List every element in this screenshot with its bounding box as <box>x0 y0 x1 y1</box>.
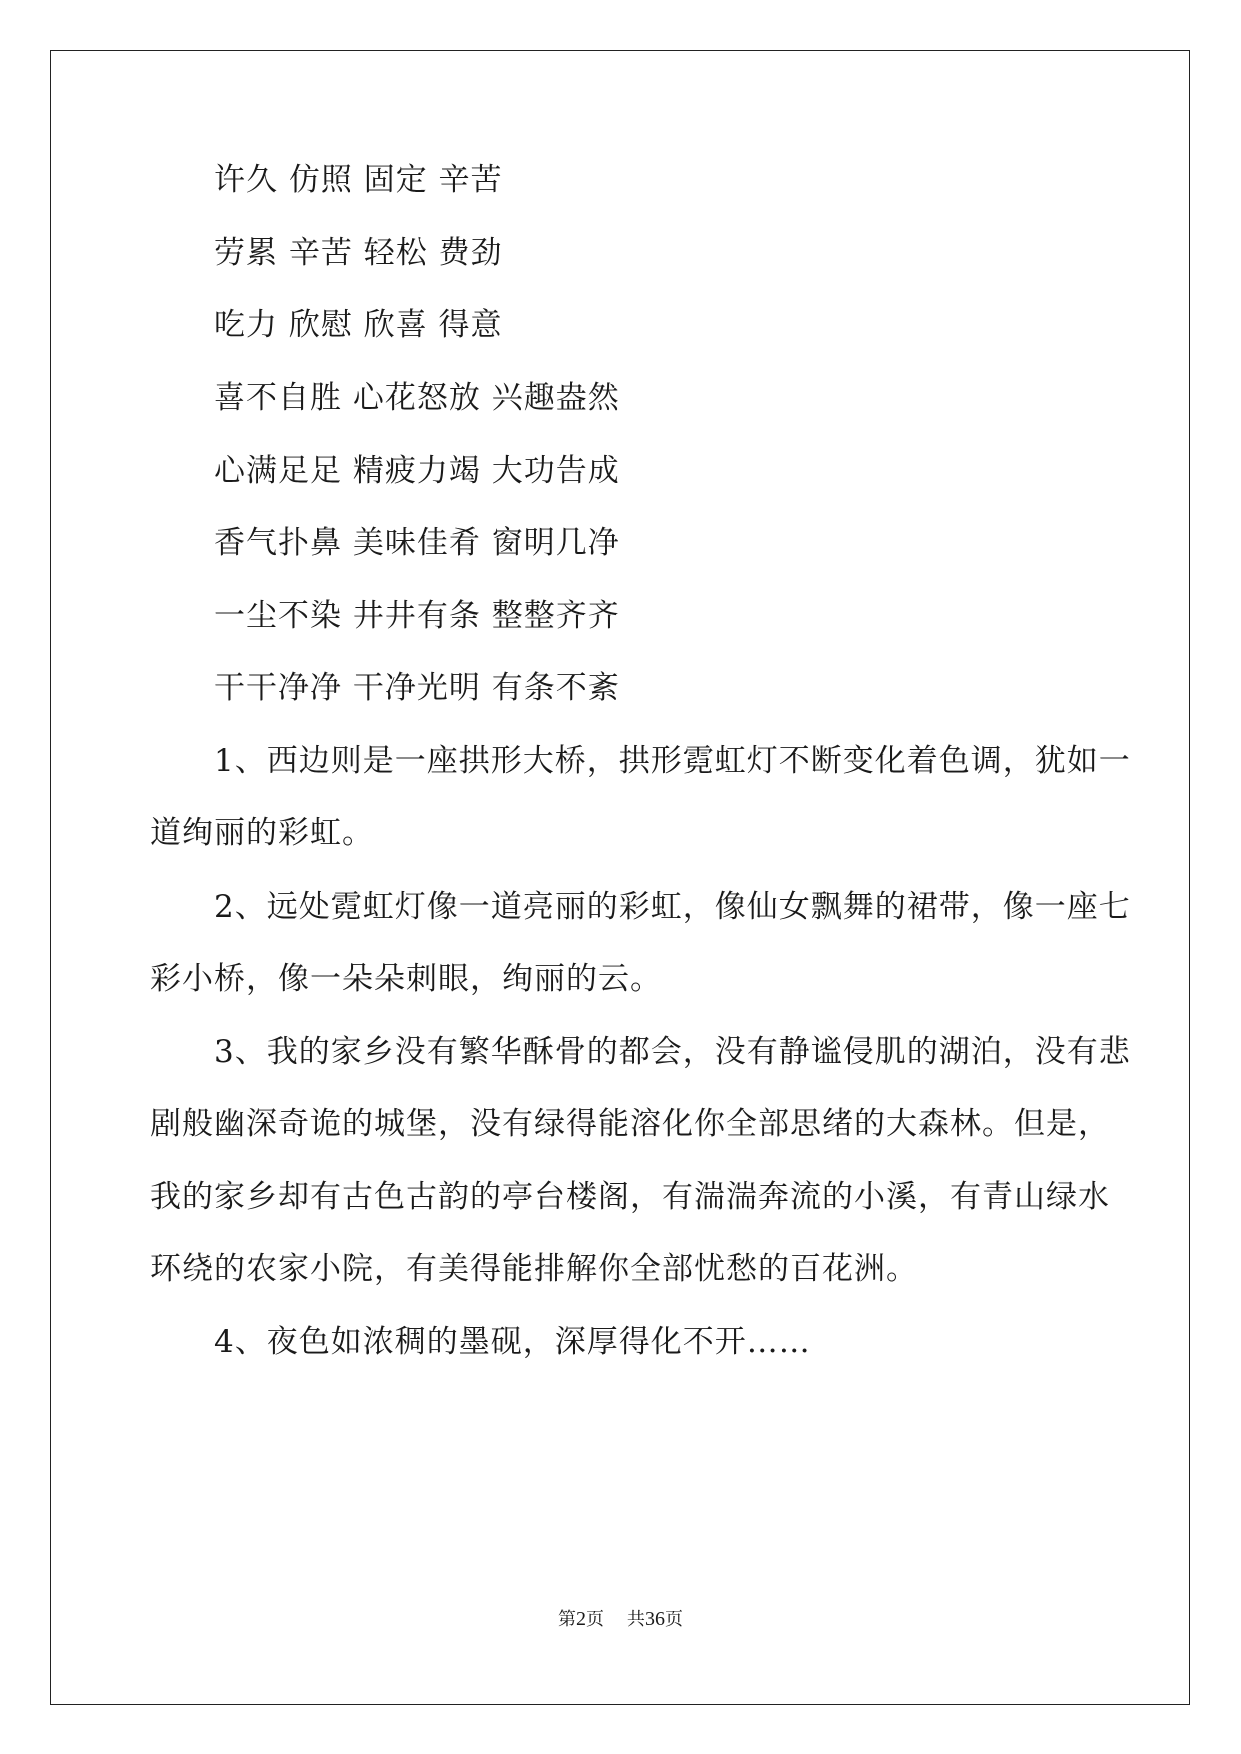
paragraph-2-line-1: 2、远处霓虹灯像一道亮丽的彩虹，像仙女飘舞的裙带，像一座七 <box>214 889 1131 925</box>
footer-middle: 页 共 <box>586 1609 645 1630</box>
word-line: 心满足足 精疲力竭 大功告成 <box>214 453 620 489</box>
word-line: 劳累 辛苦 轻松 费劲 <box>214 235 503 271</box>
word-line: 香气扑鼻 美味佳肴 窗明几净 <box>214 525 620 561</box>
paragraph-3-line-3: 我的家乡却有古色古韵的亭台楼阁，有湍湍奔流的小溪，有青山绿水 <box>150 1179 1110 1215</box>
paragraph-1-line-1: 1、西边则是一座拱形大桥，拱形霓虹灯不断变化着色调，犹如一 <box>214 743 1131 779</box>
page-footer <box>0 1605 1241 1631</box>
paragraph-1-line-2: 道绚丽的彩虹。 <box>150 815 374 851</box>
paragraph-3-line-1: 3、我的家乡没有繁华酥骨的都会，没有静谧侵肌的湖泊，没有悲 <box>214 1034 1131 1070</box>
footer-prefix: 第 <box>558 1609 577 1630</box>
word-line: 吃力 欣慰 欣喜 得意 <box>214 307 503 343</box>
footer-page-number: 2 <box>576 1608 587 1630</box>
paragraph-3-line-4: 环绕的农家小院，有美得能排解你全部忧愁的百花洲。 <box>150 1251 918 1287</box>
footer-total-pages: 36 <box>644 1608 665 1630</box>
paragraph-2-line-2: 彩小桥，像一朵朵刺眼，绚丽的云。 <box>150 961 662 997</box>
word-line: 许久 仿照 固定 辛苦 <box>214 162 503 198</box>
word-line: 喜不自胜 心花怒放 兴趣盎然 <box>214 380 620 416</box>
footer-suffix: 页 <box>664 1609 683 1630</box>
word-line: 干干净净 干净光明 有条不紊 <box>214 670 620 706</box>
word-line: 一尘不染 井井有条 整整齐齐 <box>214 598 620 634</box>
paragraph-4-line-1: 4、夜色如浓稠的墨砚，深厚得化不开…… <box>214 1324 811 1360</box>
paragraph-3-line-2: 剧般幽深奇诡的城堡，没有绿得能溶化你全部思绪的大森林。但是， <box>150 1106 1110 1142</box>
